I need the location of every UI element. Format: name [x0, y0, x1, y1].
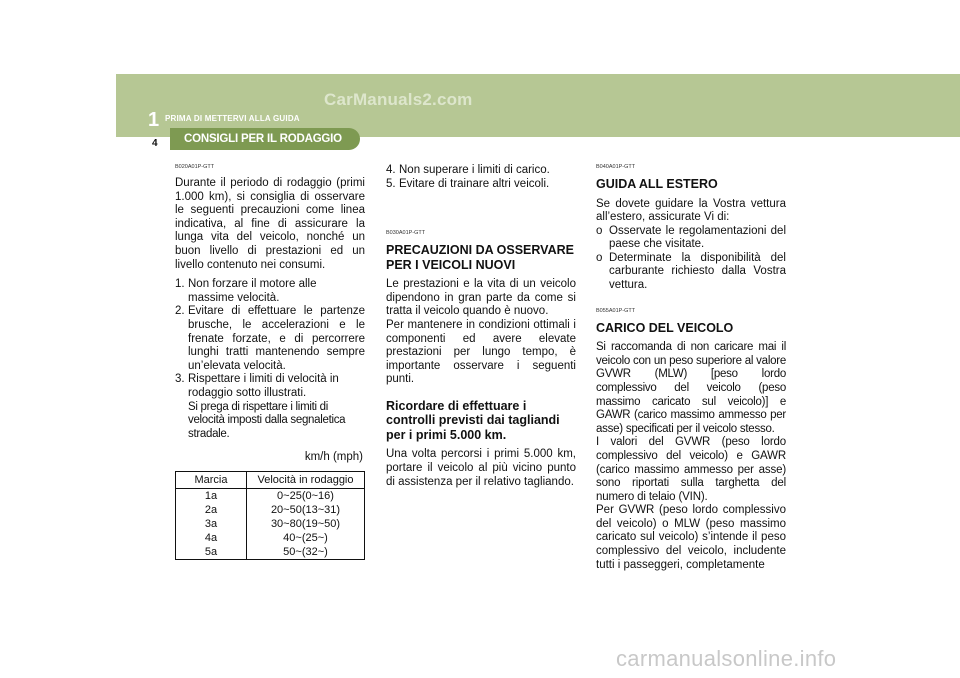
column-2: [386, 164, 576, 489]
rodaggio-list: [175, 278, 365, 441]
list-item: [175, 278, 365, 305]
list-item-text: Osservate le regolamentazioni del paese che visitate.: [609, 224, 786, 251]
list-item: [175, 305, 365, 373]
table-header-speed: Velocità in rodaggio: [247, 471, 365, 488]
chapter-number: 1: [148, 109, 160, 131]
paragraph: Per mantenere in condizioni ottimali i componenti ed avere elevate prestazioni per lungo tempo, è importante osservare i seguenti punti.: [386, 318, 576, 386]
table-cell-gear: 5a: [176, 545, 247, 560]
table-cell-speed: 50~(32~): [247, 545, 365, 560]
spacer: [386, 191, 576, 230]
intro-paragraph: Durante il periodo di rodaggio (primi 1.000 km), si consiglia di osservare le seguenti precauzioni come linea indicativa, al fine di assicurare la lunga vita del veicolo, nonché un buon livello di prestazioni ed un livello contenuto nei consumi.: [175, 177, 365, 271]
section-heading: CARICO DEL VEICOLO: [596, 320, 734, 335]
watermark-carmanualsonline[interactable]: carmanualsonline.info: [616, 646, 837, 671]
abroad-list: [596, 225, 786, 293]
section-code: B055A01P-GTT: [596, 307, 636, 314]
list-item: [596, 252, 786, 293]
table-row: [176, 545, 365, 560]
paragraph: Una volta percorsi i primi 5.000 km, portare il veicolo al più vicino punto di assistenza per il relativo tagliando.: [386, 448, 576, 488]
table-cell-gear: 2a: [176, 503, 247, 517]
list-item-label: 3.: [175, 373, 185, 386]
table-header-gear: Marcia: [176, 471, 247, 488]
list-item-label: 2.: [175, 305, 185, 318]
table-header-row: [176, 471, 365, 488]
table-cell-speed: 20~50(13~31): [247, 503, 365, 517]
list-item-text: Rispettare i limiti di velocità in rodaggio sotto illustrati.: [188, 373, 339, 399]
list-item-bullet: o: [596, 251, 603, 264]
section-code: B020A01P-GTT: [175, 164, 215, 170]
chapter-title: PRIMA DI METTERVI ALLA GUIDA: [165, 114, 300, 123]
table-row: [176, 517, 365, 531]
paragraph: Se dovete guidare la Vostra vettura all’estero, assicurate Vi di:: [596, 197, 786, 224]
paragraph: Si raccomanda di non caricare mai il veicolo con un peso superiore al valore GVWR (MLW) [peso lordo complessivo del veicolo (peso massimo caricato sul veicolo)] e GAWR (carico massimo ammesso per asse) specificati per il veicolo stesso.: [596, 341, 786, 435]
list-item-extra: Si prega di rispettare i limiti di velocità imposti dalla segnaletica stradale.: [188, 400, 346, 440]
list-item-label: 1.: [175, 278, 185, 291]
page-number: 4: [152, 138, 158, 149]
watermark-carmanuals2[interactable]: CarManuals2.com: [324, 90, 473, 109]
section-tab: CONSIGLI PER IL RODAGGIO: [170, 128, 360, 150]
list-item-label: 5.: [386, 177, 396, 190]
spacer: [596, 293, 786, 308]
rodaggio-list-continued: [386, 164, 576, 191]
column-3: [596, 164, 786, 572]
section-heading: GUIDA ALL ESTERO: [596, 177, 718, 191]
table-row: [176, 488, 365, 503]
subsection-heading: Ricordare di effettuare i controlli previsti dai tagliandi per i primi 5.000 km.: [386, 398, 560, 442]
list-item-text: Evitare di effettuare le partenze brusche, le accelerazioni e le frenate forzate, e di percorrere lunghi tratti mantenendo sempre un’elevata velocità.: [188, 305, 365, 372]
list-item-text: Non forzare il motore alle massime velocità.: [188, 278, 317, 304]
speed-unit: km/h (mph): [304, 451, 363, 464]
column-1: [175, 164, 365, 560]
table-cell-speed: 40~(25~): [247, 531, 365, 545]
section-code: B040A01P-GTT: [596, 164, 636, 170]
list-item-text: Evitare di trainare altri veicoli.: [399, 177, 550, 190]
table-cell-gear: 3a: [176, 517, 247, 531]
section-heading: PRECAUZIONI DA OSSERVARE PER I VEICOLI NUOVI: [386, 243, 574, 272]
list-item-text: Non superare i limiti di carico.: [399, 164, 550, 176]
table-row: [176, 503, 365, 517]
list-item: [596, 225, 786, 252]
list-item-text: Determinate la disponibilità del carburante richiesto dalla Vostra vettura.: [609, 251, 786, 292]
list-item: [175, 373, 365, 441]
list-item: [386, 178, 576, 192]
list-item: [386, 164, 576, 178]
table-cell-gear: 1a: [176, 488, 247, 503]
paragraph: Per GVWR (peso lordo complessivo del veicolo) o MLW (peso massimo caricato sul veicolo) s’intende il peso complessivo del veicolo, includente tutti i passeggeri, completamente: [596, 504, 786, 571]
list-item-bullet: o: [596, 224, 603, 237]
spacer: [386, 387, 576, 399]
table-cell-gear: 4a: [176, 531, 247, 545]
table-cell-speed: 0~25(0~16): [247, 488, 365, 503]
speed-table: [175, 471, 365, 560]
paragraph: I valori del GVWR (peso lordo complessivo del veicolo) e GAWR (carico massimo ammesso per asse) sono riportati sulla targhetta del numero di telaio (VIN).: [596, 436, 786, 503]
table-row: [176, 531, 365, 545]
list-item-label: 4.: [386, 164, 396, 176]
table-cell-speed: 30~80(19~50): [247, 517, 365, 531]
section-code: B030A01P-GTT: [386, 230, 426, 237]
paragraph: Le prestazioni e la vita di un veicolo dipendono in gran parte da come si tratta il veicolo quando è nuovo.: [386, 278, 576, 318]
